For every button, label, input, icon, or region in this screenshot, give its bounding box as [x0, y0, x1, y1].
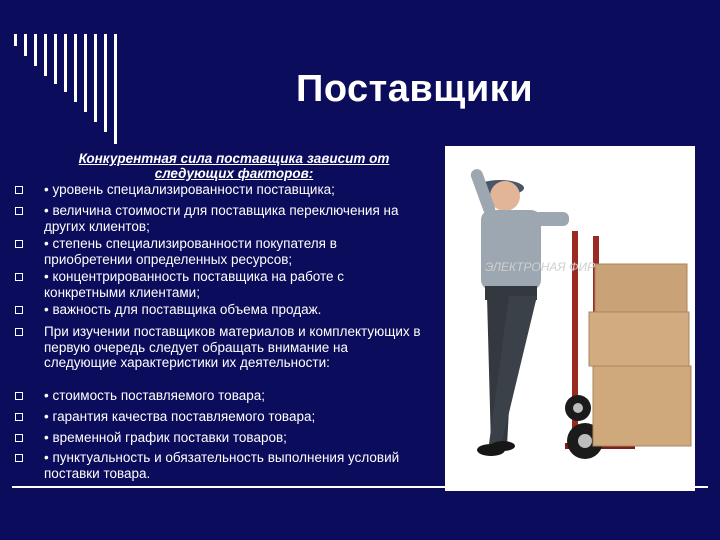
square-bullet-icon — [15, 392, 23, 400]
square-bullet-icon — [15, 328, 23, 336]
watermark-text: ЭЛЕКТРОНАЯ ФИР — [485, 260, 596, 274]
square-bullet-icon — [15, 273, 23, 281]
slide-title: Поставщики — [296, 68, 534, 110]
delivery-worker-illustration — [445, 146, 695, 491]
list-item: • временной график поставки товаров; — [44, 430, 287, 445]
list-item: • стоимость поставляемого товара; — [44, 388, 265, 403]
square-bullet-icon — [15, 434, 23, 442]
bottom-divider — [12, 486, 708, 488]
delivery-worker-image — [445, 146, 695, 491]
list-item: • гарантия качества поставляемого товара; — [44, 409, 316, 424]
square-bullet-icon — [15, 186, 23, 194]
list-item: • величина стоимости для поставщика переключения на других клиентов; — [44, 203, 399, 234]
square-bullet-icon — [15, 240, 23, 248]
square-bullet-icon — [15, 306, 23, 314]
list-item: • степень специализированности покупателя в приобретении определенных ресурсов; — [44, 236, 337, 267]
box-icon — [595, 264, 687, 312]
square-bullet-icon — [15, 413, 23, 421]
list-item: • важность для поставщика объема продаж. — [44, 302, 322, 317]
square-bullet-icon — [15, 207, 23, 215]
list-item: • пунктуальность и обязательность выполнения условий поставки товара. — [44, 450, 400, 481]
list-item: • концентрированность поставщика на работе с конкретными клиентами; — [44, 269, 345, 300]
list-item: • уровень специализированности поставщика; — [44, 182, 335, 197]
list-item: При изучении поставщиков материалов и комплектующих в первую очередь следует обращать внимание на следующие характеристики их деятельности: — [44, 324, 421, 370]
shirt-icon — [481, 210, 541, 290]
factors-heading: Конкурентная сила поставщика зависит от следующих факторов: — [78, 151, 390, 181]
square-bullet-icon — [15, 454, 23, 462]
